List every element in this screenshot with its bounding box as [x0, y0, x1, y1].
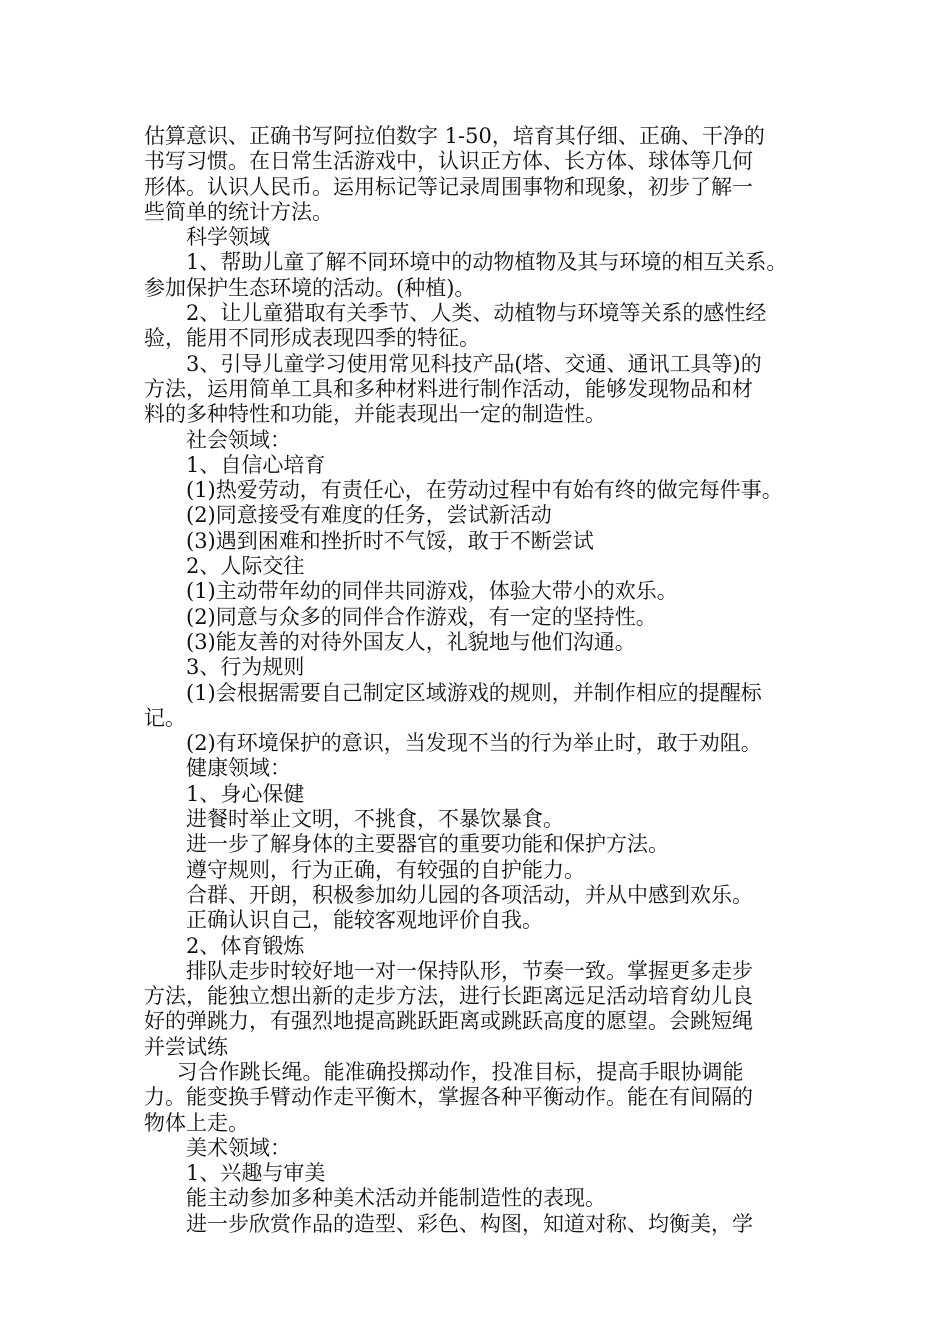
- text-line: 3、行为规则: [186, 655, 305, 680]
- text-line: 力。能变换手臂动作走平衡木，掌握各种平衡动作。能在有间隔的: [144, 1085, 753, 1110]
- heading-health: [144, 756, 824, 781]
- list-item: [144, 579, 824, 604]
- text-line: (2)同意接受有难度的任务，尝试新活动: [186, 503, 552, 528]
- text-line: 能主动参加多种美术活动并能制造性的表现。: [186, 1186, 606, 1211]
- text-line: 估算意识、正确书写阿拉伯数字 1-50，培育其仔细、正确、干净的: [144, 124, 765, 148]
- text-line: 社会领域：: [186, 427, 291, 452]
- list-item: [144, 478, 824, 503]
- heading-science: [144, 225, 824, 250]
- text-line: 进一步欣赏作品的造型、彩色、构图，知道对称、均衡美，学: [186, 1211, 753, 1236]
- text-line: (1)会根据需要自己制定区域游戏的规则，并制作相应的提醒标: [186, 680, 762, 705]
- text-line: 记。: [144, 705, 186, 730]
- text-line: 2、让儿童猎取有关季节、人类、动植物与环境等关系的感性经: [186, 301, 767, 326]
- subheading-physical-exercise: [144, 934, 824, 959]
- text-line: (1)热爱劳动，有责任心，在劳动过程中有始有终的做完每件事。: [186, 478, 783, 503]
- subheading-interpersonal: [144, 554, 824, 579]
- text-line: 排队走步时较好地一对一保持队形，节奏一致。掌握更多走步: [186, 958, 753, 983]
- text-line: 习合作跳长绳。能准确投掷动作，投准目标，提高手眼协调能: [176, 1059, 744, 1084]
- text-line: (3)能友善的对待外国友人，礼貌地与他们沟通。: [186, 629, 636, 654]
- text-line: 合群、开朗，积极参加幼儿园的各项活动，并从中感到欢乐。: [186, 882, 753, 907]
- text-line: 进一步了解身体的主要器官的重要功能和保护方法。: [186, 832, 669, 857]
- list-item: [144, 807, 824, 832]
- text-line: 形体。认识人民币。运用标记等记录周围事物和现象，初步了解一: [144, 174, 753, 199]
- text-line: 好的弹跳力，有强烈地提高跳跃距离或跳跃高度的愿望。会跳短绳: [144, 1009, 753, 1034]
- text-line: 科学领域: [186, 225, 270, 250]
- text-line: (2)有环境保护的意识，当发现不当的行为举止时，敢于劝阻。: [186, 731, 762, 756]
- heading-social: [144, 428, 824, 453]
- text-line: 验，能用不同形成表现四季的特征。: [144, 326, 480, 351]
- text-line: 2、人际交往: [186, 554, 305, 579]
- text-line: 物体上走。: [144, 1110, 249, 1135]
- text-line: 进餐时举止文明，不挑食，不暴饮暴食。: [186, 807, 564, 832]
- text-line: (2)同意与众多的同伴合作游戏，有一定的坚持性。: [186, 604, 657, 629]
- text-line: 1、身心保健: [186, 781, 305, 806]
- paragraph-science-2: [144, 301, 824, 352]
- list-item: [144, 858, 824, 883]
- list-item: [144, 908, 824, 933]
- list-item: [144, 605, 824, 630]
- text-line: 书写习惯。在日常生活游戏中，认识正方体、长方体、球体等几何: [144, 149, 753, 174]
- text-line: 参加保护生态环境的活动。(种植)。: [144, 275, 476, 300]
- text-line: 3、引导儿童学习使用常见科技产品(塔、交通、通讯工具等)的: [186, 351, 762, 376]
- subheading-behavior-rules: [144, 655, 824, 680]
- paragraph-exercise-2: [144, 1060, 824, 1136]
- subheading-confidence: [144, 453, 824, 478]
- text-line: 1、兴趣与审美: [186, 1161, 326, 1186]
- text-line: 遵守规则，行为正确，有较强的自护能力。: [186, 857, 585, 882]
- list-item: [144, 832, 824, 857]
- text-line: 健康领域：: [186, 756, 291, 781]
- document-body: [144, 124, 824, 1237]
- text-line: 料的多种特性和功能，并能表现出一定的制造性。: [144, 402, 606, 427]
- text-line: 方法，运用简单工具和多种材料进行制作活动，能够发现物品和材: [144, 376, 753, 401]
- paragraph-exercise-1: [144, 959, 824, 1060]
- text-line: 正确认识自己，能较客观地评价自我。: [186, 908, 543, 933]
- text-line: 美术领域：: [186, 1135, 291, 1160]
- heading-art: [144, 1136, 824, 1161]
- text-line: (3)遇到困难和挫折时不气馁，敢于不断尝试: [186, 528, 594, 553]
- text-line: 方法，能独立想出新的走步方法，进行长距离远足活动培育幼儿良: [144, 984, 753, 1009]
- text-line: (1)主动带年幼的同伴共同游戏，体验大带小的欢乐。: [186, 579, 678, 604]
- text-line: 些简单的统计方法。: [144, 199, 333, 224]
- text-line: 1、自信心培育: [186, 452, 326, 477]
- list-item: [144, 1212, 824, 1237]
- list-item: [144, 731, 824, 756]
- list-item: [144, 529, 824, 554]
- list-item: [144, 883, 824, 908]
- subheading-interest-aesthetics: [144, 1161, 824, 1186]
- list-item: [144, 503, 824, 528]
- list-item: [144, 681, 824, 732]
- list-item: [144, 630, 824, 655]
- text-line: 1、帮助儿童了解不同环境中的动物植物及其与环境的相互关系。: [186, 250, 788, 275]
- paragraph-science-1: [144, 250, 824, 301]
- text-line: 2、体育锻炼: [186, 933, 305, 958]
- paragraph-math-continued: [144, 124, 824, 225]
- subheading-wellbeing: [144, 782, 824, 807]
- list-item: [144, 1186, 824, 1211]
- paragraph-science-3: [144, 352, 824, 428]
- text-line: 并尝试练: [144, 1034, 228, 1059]
